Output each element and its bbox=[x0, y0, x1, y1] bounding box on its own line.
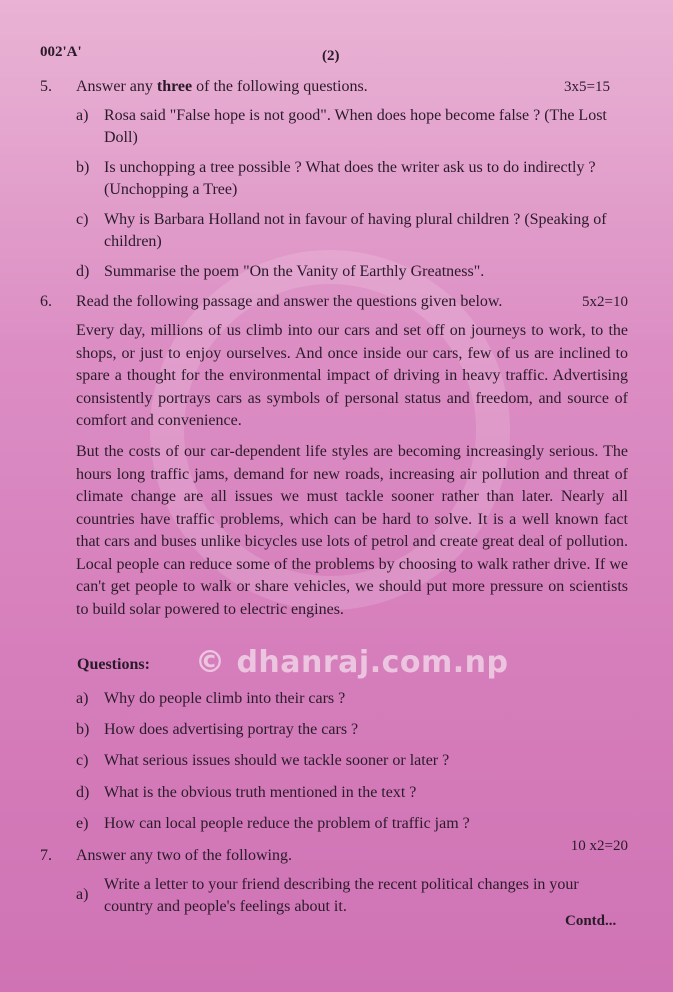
question-marks: 3x5=15 bbox=[564, 79, 610, 95]
passage-paragraph-1: Every day, millions of us climb into our cars and set off on journeys to work, to the shops, or just to enjoy ourselves. And once inside our cars, few of us are inclined to spare a thought for the environmental impact of driving in heavy traffic. Advertising consistently portrays cars as symbols of personal status and freedom, and source of comfort and convenience. bbox=[76, 322, 628, 429]
question-number: 7. bbox=[40, 847, 52, 864]
continued-label: Contd... bbox=[565, 913, 617, 929]
page-number: (2) bbox=[322, 48, 340, 64]
question-number: 6. bbox=[40, 293, 52, 310]
watermark-text: © dhanraj.com.np bbox=[195, 645, 509, 680]
question-prompt: Answer any two of the following. bbox=[76, 847, 292, 864]
exam-page: © dhanraj.com.np 002'A' (2) 5. Answer any three of the following questions. 3x5=15 a) Rosa said "False hope is not good". When does hope become false ? (The Lost Doll) b) Is unchopping a tree possible ? What does the writer ask us to do indirectly ? (Unchopping a Tree) c) Why is Barbara Holland not in favour of having plural children ? (Speaking of children) d) Summarise the poem "On the Vanity of Earthly Greatness". 6. Read the following passage and answer the questions given below. 5x2=10 Every day, millions of us climb into our cars and set off on journeys to work, to the shops, or just to enjoy ourselves. And once inside our cars, few of us are inclined to spare a thought for the environmental impact of driving in heavy traffic. Advertising consistently portrays cars as symbols of personal status and freedom, and source of comfort and convenience. But the costs of our car-dependent life styles are becoming increasingly serious. The hours long traffic jams, demand for new roads, increasing air pollution and threat of climate change are all issues we must tackle sooner rather than later. Nearly all countries have traffic problems, which can be hard to solve. It is a well known fact that cars and buses unlike bicycles use lots of petrol and create great deal of pollution. Local people can reduce some of the problems by choosing to walk rather drive. If we can't get people to walk or share vehicles, we should put more pressure on scientists to build solar powered to electric engines. Questions: a) Why do people climb into their cars ? b) How does advertising portray the cars ? c) What serious issues should we tackle sooner or later ? d) What is the obvious truth mentioned in the text ? e) How can local people reduce the problem of traffic jam ? 7. Answer any two of the following. 10 x2=20 a) Write a letter to your friend describing the recent political changes in your country and people's feelings about it. Contd... bbox=[0, 0, 673, 992]
question-prompt: Read the following passage and answer the questions given below. bbox=[76, 293, 503, 310]
paper-code: 002'A' bbox=[40, 44, 82, 60]
question-marks: 10 x2=20 bbox=[570, 838, 628, 854]
passage-paragraph-2: But the costs of our car-dependent life styles are becoming increasingly serious. The hours long traffic jams, demand for new roads, increasing air pollution and threat of climate change are all issues we must tackle sooner rather than later. Nearly all countries have traffic problems, which can be hard to solve. It is a well known fact that cars and buses unlike bicycles use lots of petrol and create great deal of pollution. Local people can reduce some of the problems by choosing to walk rather drive. If we can't get people to walk or share vehicles, we should put more pressure on scientists to build solar powered to electric engines. bbox=[76, 443, 628, 618]
question-number: 5. bbox=[40, 78, 52, 95]
question-prompt: Answer any three of the following questions. bbox=[76, 78, 368, 95]
questions-heading: Questions: bbox=[77, 656, 150, 673]
question-marks: 5x2=10 bbox=[582, 294, 628, 310]
